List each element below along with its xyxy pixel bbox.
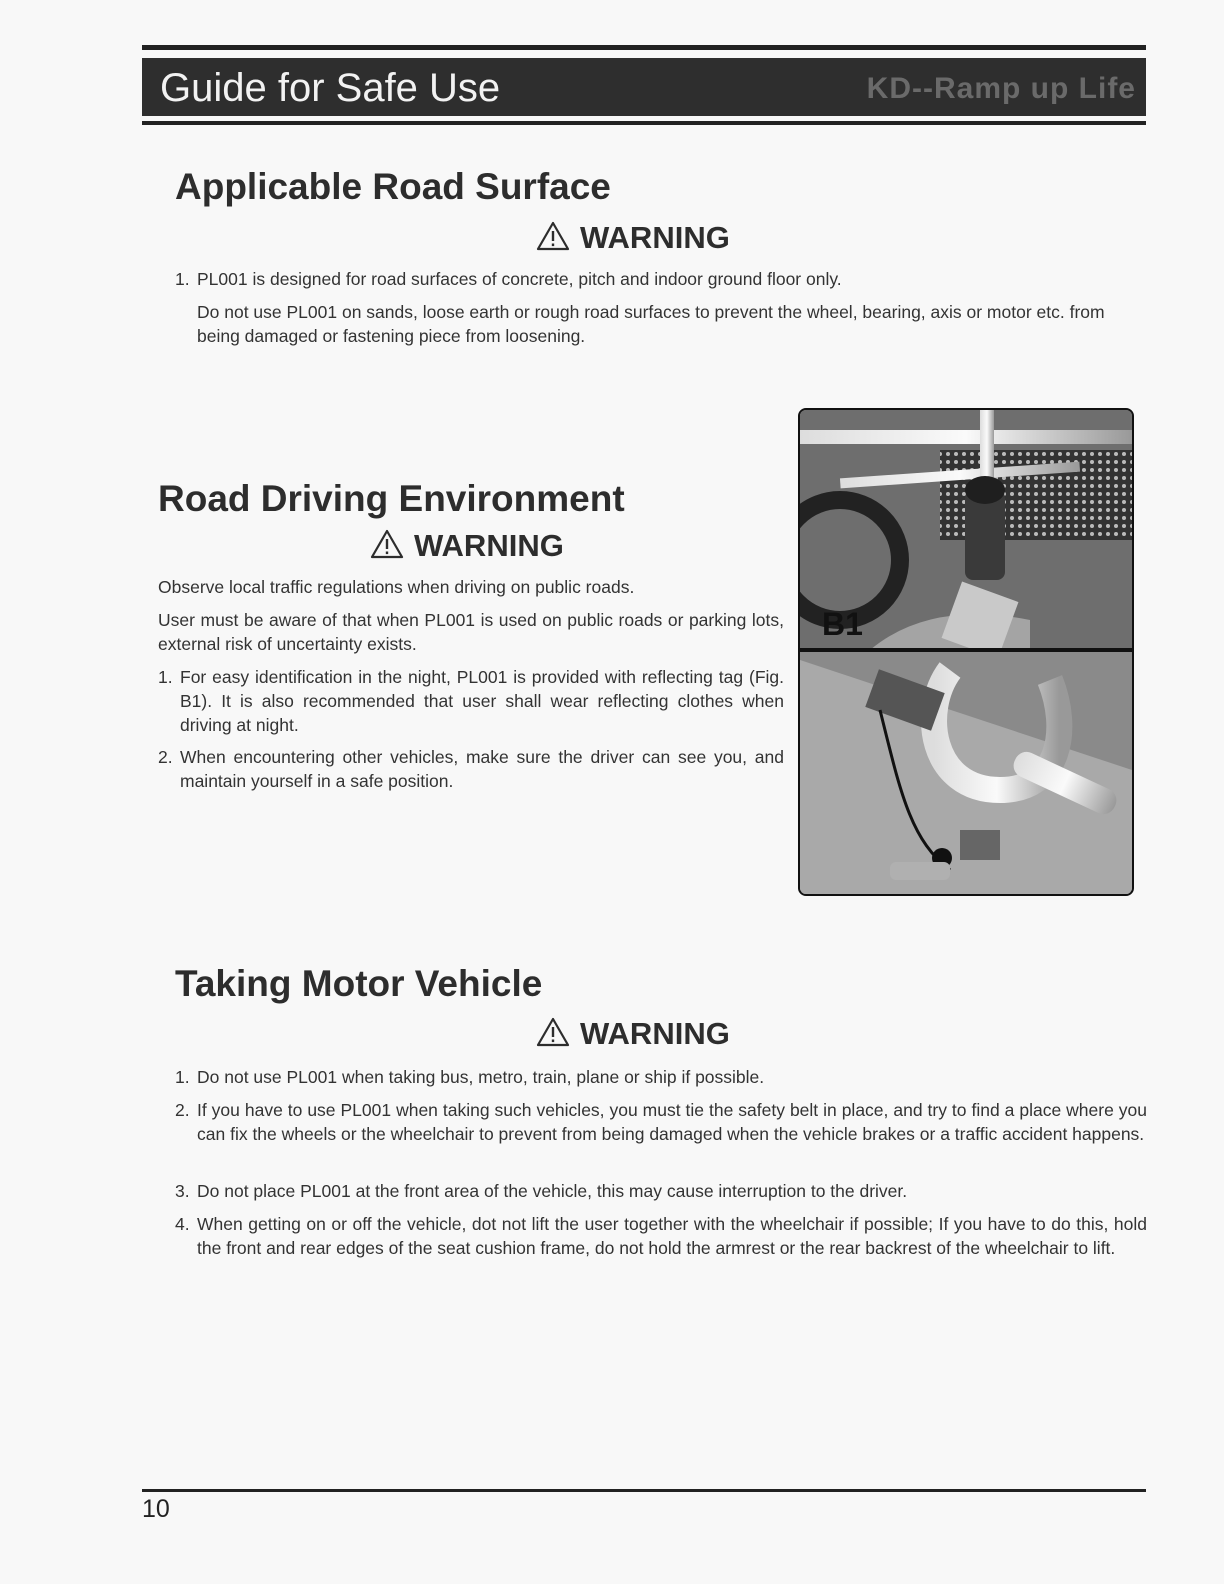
list-number: 1.	[175, 1067, 190, 1087]
header-top-rule	[142, 45, 1146, 50]
footer-rule	[142, 1489, 1146, 1492]
figure-label: B1	[822, 606, 863, 642]
warning-triangle-icon	[536, 1017, 570, 1047]
warning-heading	[370, 528, 564, 564]
warning-label: WARNING	[580, 1016, 730, 1051]
list-item-text: When getting on or off the vehicle, dot not lift the user together with the wheelchair if possible; If you have to do this, hold the front and rear edges of the seat cushion frame, do not hold the armrest or the rear backrest of the wheelchair to lift.	[197, 1214, 1147, 1258]
list-item-text: PL001 is designed for road surfaces of concrete, pitch and indoor ground floor only.	[197, 269, 842, 289]
list-number: 2.	[158, 747, 173, 767]
list-item-text: When encountering other vehicles, make sure the driver can see you, and maintain yourself in a safe position.	[180, 747, 784, 791]
warning-heading	[536, 1016, 730, 1052]
section-title-road-surface: Applicable Road Surface	[175, 166, 611, 207]
header-bottom-rule	[142, 121, 1146, 125]
warning-heading	[536, 220, 730, 256]
list-number: 4.	[175, 1214, 190, 1234]
brand-tagline: KD--Ramp up Life	[866, 72, 1136, 105]
header-band	[142, 58, 1146, 116]
paragraph: Observe local traffic regulations when driving on public roads.	[158, 577, 635, 597]
page-title: Guide for Safe Use	[160, 66, 501, 110]
list-number: 2.	[175, 1100, 190, 1120]
list-number: 1.	[175, 269, 190, 289]
list-item-text: Do not use PL001 when taking bus, metro, train, plane or ship if possible.	[197, 1067, 765, 1087]
warning-label: WARNING	[414, 528, 564, 563]
paragraph: User must be aware of that when PL001 is used on public roads or parking lots, external risk of uncertainty exists.	[158, 610, 784, 654]
list-item-text: If you have to use PL001 when taking such vehicles, you must tie the safety belt in place, and try to find a place where you can fix the wheels or the wheelchair to prevent from being damaged when the vehicle brakes or a traffic accident happens.	[197, 1100, 1147, 1144]
page-number: 10	[142, 1495, 170, 1523]
figure-reflecting-tag-photo	[798, 408, 1134, 896]
warning-label: WARNING	[580, 220, 730, 255]
section-title-driving-environment: Road Driving Environment	[158, 478, 625, 519]
list-item-continuation: Do not use PL001 on sands, loose earth or rough road surfaces to prevent the wheel, bearing, axis or motor etc. from being damaged or fastening piece from loosening.	[197, 302, 1105, 346]
list-item-text: For easy identification in the night, PL001 is provided with reflecting tag (Fig. B1). It is also recommended that user shall wear reflecting clothes when driving at night.	[180, 667, 784, 735]
list-item-text: Do not place PL001 at the front area of the vehicle, this may cause interruption to the driver.	[197, 1181, 908, 1201]
warning-triangle-icon	[536, 221, 570, 251]
warning-triangle-icon	[370, 529, 404, 559]
wheelchair-detail-illustration	[800, 410, 1132, 894]
list-number: 1.	[158, 667, 173, 687]
list-number: 3.	[175, 1181, 190, 1201]
section-title-motor-vehicle: Taking Motor Vehicle	[175, 963, 543, 1004]
